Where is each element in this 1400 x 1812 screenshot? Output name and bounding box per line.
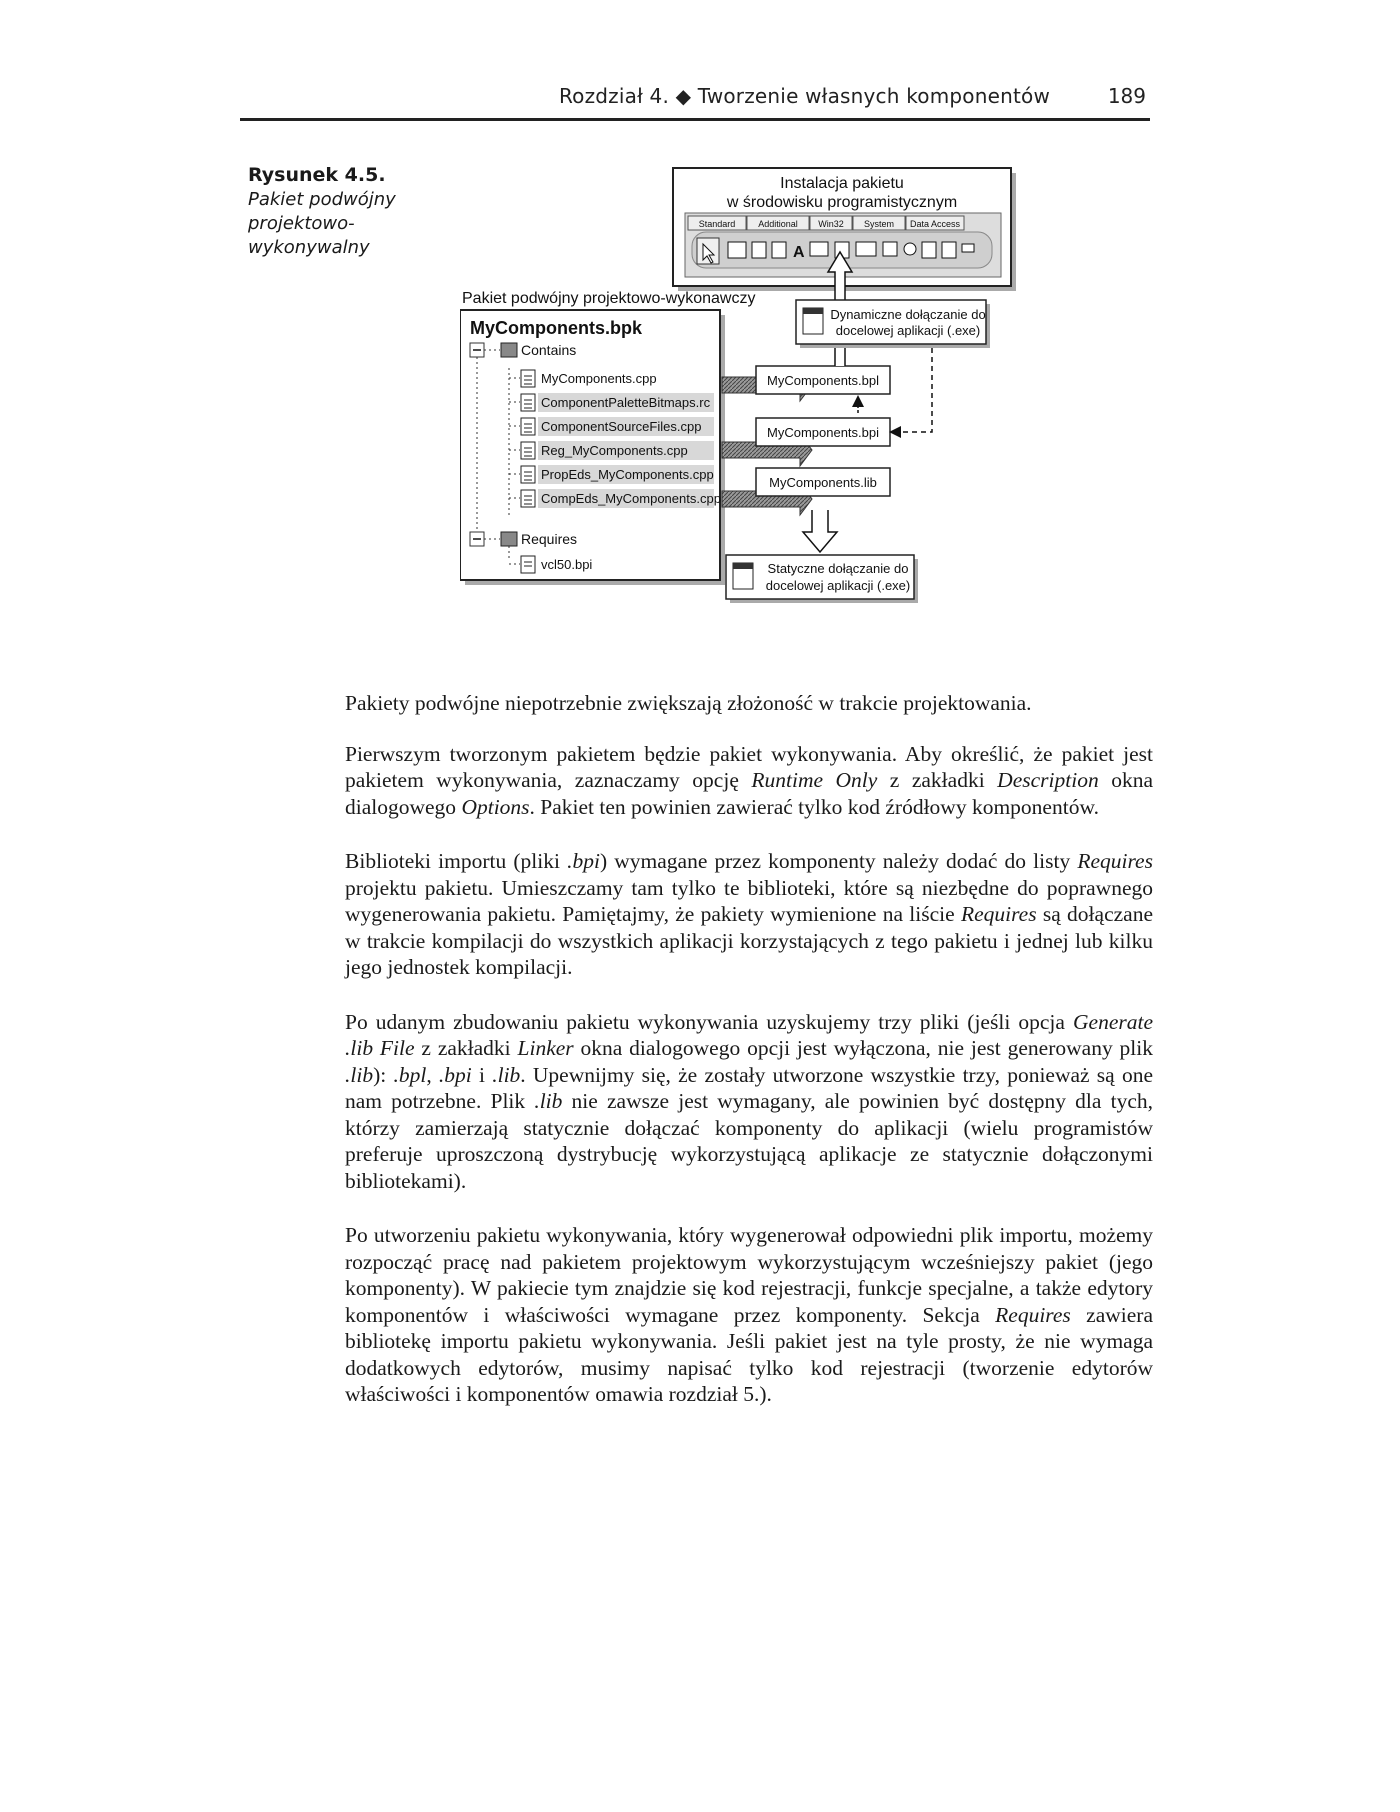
figure-caption bbox=[248, 164, 448, 260]
ide-tab-label: Win32 bbox=[818, 219, 844, 229]
running-header bbox=[240, 84, 1150, 121]
paragraph-3: Biblioteki importu (pliki .bpi) wymagane przez komponenty należy dodać do listy Requires projektu pakietu. Umieszczamy tam tylko te biblioteki, które są niezbędne do poprawnego wygenerowania pakietu. Pamiętajmy, że pakiety wymienione na liście Requires są dołączane w trakcie kompilacji do wszystkich aplikacji korzystających z tego pakietu i jednej lub kilku jego jednostek kompilacji. bbox=[345, 849, 1153, 979]
dynamic-linking-box bbox=[796, 300, 990, 348]
file-icon bbox=[521, 442, 535, 459]
file-icon bbox=[521, 370, 535, 387]
file-icon bbox=[521, 394, 535, 411]
requires-file-list bbox=[509, 556, 592, 573]
ide-tab-label: Additional bbox=[758, 219, 798, 229]
ide-tab-label: Data Access bbox=[909, 219, 961, 229]
package-label: Pakiet podwójny projektowo-wykonawczy bbox=[462, 290, 756, 307]
ide-title-line1: Instalacja pakietu bbox=[780, 175, 904, 192]
contains-file: CompEds_MyComponents.cpp bbox=[541, 491, 721, 506]
static-link-arrow bbox=[803, 510, 837, 552]
output-files bbox=[756, 366, 890, 496]
paragraph-1: Pakiety podwójne niepotrzebnie zwiększają złożoność w trakcie projektowania. bbox=[345, 691, 1032, 715]
contains-file: PropEds_MyComponents.cpp bbox=[541, 467, 714, 482]
page-number: 189 bbox=[1107, 84, 1146, 108]
paragraph-5: Po utworzeniu pakietu wykonywania, który wygenerował odpowiedni plik importu, możemy rozpocząć pracę nad pakietem projektowym wykorzystującym wcześniejszy pakiet (jego komponenty). W pakiecie tym znajdzie się kod rejestracji, funkcje specjalne, a także edytory komponentów i właściwości wymagane przez komponenty. Sekcja Requires zawiera bibliotekę importu pakietu wykonywania. Jeśli pakiet jest na tyle prosty, że nie wymaga dodatkowych edytorów, musimy napisać tylko kod rejestracji (tworzenie edytorów właściwości i komponentów omawia rozdział 5.). bbox=[345, 1223, 1153, 1406]
output-file: MyComponents.bpl bbox=[767, 373, 879, 388]
ide-title-line2: w środowisku programistycznym bbox=[726, 194, 958, 211]
svg-text:A: A bbox=[793, 244, 805, 261]
file-icon bbox=[521, 556, 535, 573]
chapter-title: Rozdział 4. ◆ Tworzenie własnych komponentów bbox=[558, 84, 1050, 108]
ide-tab-label: System bbox=[863, 219, 895, 229]
package-diagram bbox=[460, 160, 1160, 680]
paragraph-4: Po udanym zbudowaniu pakietu wykonywania uzyskujemy trzy pliki (jeśli opcja Generate .lib File z zakładki Linker okna dialogowego opcji jest wyłączona, nie jest generowany plik .lib): .bpl, .bpi i .lib. Upewnijmy się, że zostały utworzone wszystkie trzy, ponieważ są one nam potrzebne. Plik .lib nie zawsze jest wymagany, ale powinien być dostępny dla tych, którzy zamierzają statycznie dołączać komponenty do aplikacji (wielu programistów preferuje uproszczoną dystrybucję wykorzystującą aplikacje ze statycznie dołączonymi bibliotekami). bbox=[345, 1009, 1153, 1193]
ide-tab-label: Standard bbox=[698, 219, 736, 229]
output-file: MyComponents.bpi bbox=[767, 425, 879, 440]
figure-number: Rysunek 4.5. bbox=[248, 164, 386, 186]
file-icon bbox=[521, 466, 535, 483]
contains-file: Reg_MyComponents.cpp bbox=[541, 443, 688, 458]
body-text bbox=[345, 690, 1153, 1436]
contains-label: Contains bbox=[521, 342, 577, 358]
requires-label: Requires bbox=[521, 531, 578, 547]
file-icon bbox=[521, 490, 535, 507]
static-line2: docelowej aplikacji (.exe) bbox=[765, 578, 911, 593]
dynamic-line2: docelowej aplikacji (.exe) bbox=[835, 323, 981, 338]
contains-file: ComponentPaletteBitmaps.rc bbox=[541, 395, 711, 410]
contains-file: MyComponents.cpp bbox=[541, 371, 657, 386]
ide-tabs bbox=[688, 216, 964, 230]
paragraph-2: Pierwszym tworzonym pakietem będzie pakiet wykonywania. Aby określić, że pakiet jest pakietem wykonywania, zaznaczamy opcję Runtime Only z zakładki Description okna dialogowego Options. Pakiet ten powinien zawierać tylko kod źródłowy komponentów. bbox=[345, 741, 1153, 819]
dynamic-line1: Dynamiczne dołączanie do bbox=[830, 307, 986, 322]
contains-file: ComponentSourceFiles.cpp bbox=[541, 419, 702, 434]
package-file-name: MyComponents.bpk bbox=[470, 318, 643, 338]
file-icon bbox=[521, 418, 535, 435]
static-linking-box bbox=[726, 555, 918, 603]
package-tree-box bbox=[460, 310, 725, 585]
output-file: MyComponents.lib bbox=[769, 475, 877, 490]
static-line1: Statyczne dołączanie do bbox=[767, 561, 909, 576]
requires-file: vcl50.bpi bbox=[541, 557, 593, 572]
figure-caption-text: Pakiet podwójny projektowo-wykonywalny bbox=[248, 189, 396, 258]
